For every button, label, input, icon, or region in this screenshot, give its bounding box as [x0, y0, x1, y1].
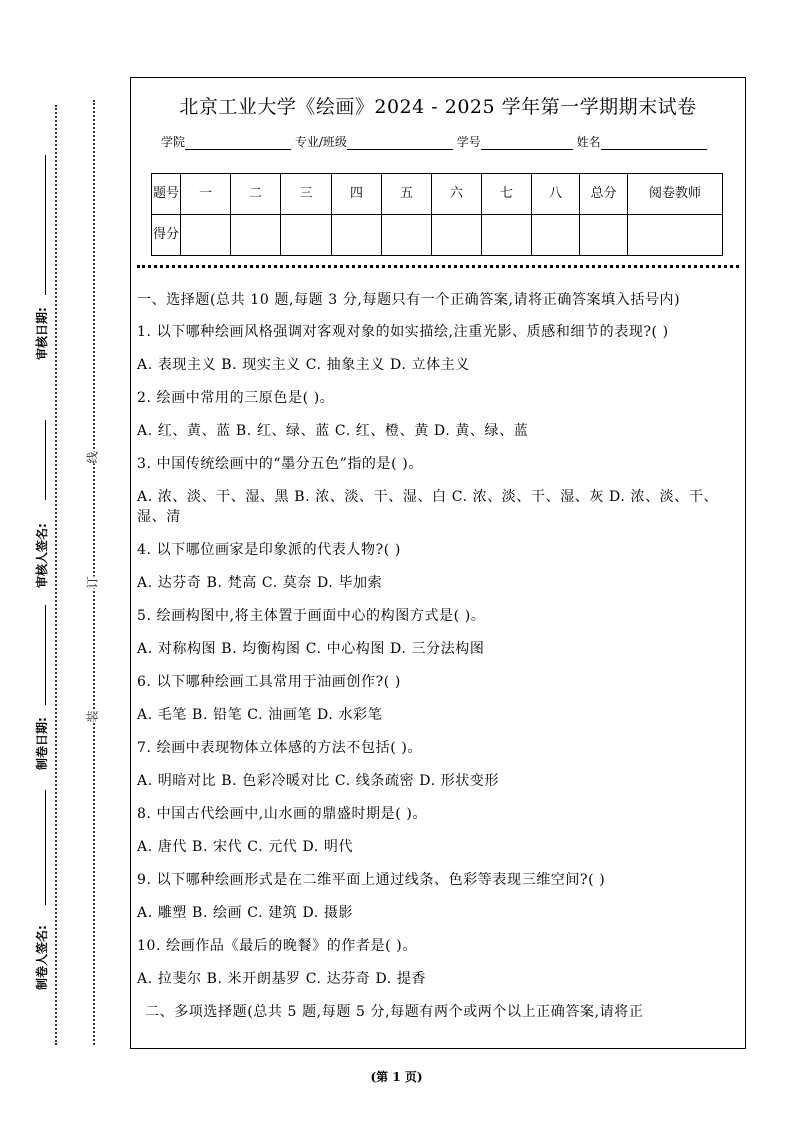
col-header: 八 — [532, 174, 580, 215]
score-cell[interactable] — [532, 215, 580, 256]
binding-dotted-line-outer — [55, 105, 57, 1045]
section2-heading: 二、多项选择题(总共 5 题,每题 5 分,每题有两个或两个以上正确答案,请将正 — [145, 1004, 644, 1020]
dotted-separator — [137, 265, 739, 272]
question-text: 1. 以下哪种绘画风格强调对客观对象的如实描绘,注重光影、质感和细节的表现?( ) — [137, 324, 669, 340]
score-cell[interactable] — [231, 215, 281, 256]
maker-sign-underline — [45, 790, 46, 905]
exam-title: 北京工业大学《绘画》2024 - 2025 学年第一学期期末试卷 — [179, 96, 697, 118]
question-text: 7. 绘画中表现物体立体感的方法不包括( )。 — [137, 740, 422, 756]
score-cell[interactable] — [432, 215, 482, 256]
binding-mark-ding: 订 — [82, 576, 103, 588]
answer-options: A. 雕塑 B. 绘画 C. 建筑 D. 摄影 — [137, 905, 354, 921]
name-field[interactable] — [601, 137, 707, 150]
college-label: 学院 — [161, 135, 186, 149]
score-cell-total[interactable] — [580, 215, 628, 256]
answer-options: A. 浓、淡、干、湿、黑 B. 浓、淡、干、湿、白 C. 浓、淡、干、湿、灰 D. 浓、淡、干、湿、清 — [137, 489, 719, 525]
binding-mark-zhuang: 装 — [82, 710, 103, 722]
major-label: 专业/班级 — [294, 135, 347, 149]
question-text: 9. 以下哪种绘画形式是在二维平面上通过线条、色彩等表现三维空间?( ) — [137, 872, 606, 888]
score-table — [151, 173, 723, 256]
score-cell[interactable] — [332, 215, 382, 256]
major-field[interactable] — [347, 137, 453, 150]
question-text: 6. 以下哪种绘画工具常用于油画创作?( ) — [137, 674, 401, 690]
student-id-label: 学号 — [456, 135, 481, 149]
page-footer: (第 1 页) — [370, 1070, 423, 1084]
reviewer-sign-underline — [45, 420, 46, 500]
college-field[interactable] — [185, 137, 291, 150]
answer-options: A. 拉斐尔 B. 米开朗基罗 C. 达芬奇 D. 提香 — [137, 971, 427, 987]
maker-sign-label: 制卷人签名: — [35, 925, 49, 990]
answer-options: A. 唐代 B. 宋代 C. 元代 D. 明代 — [137, 839, 354, 855]
reviewer-sign-label: 审核人签名: — [35, 523, 49, 588]
make-date-label: 制卷日期: — [35, 717, 49, 770]
question-text: 5. 绘画构图中,将主体置于画面中心的构图方式是( )。 — [137, 608, 486, 624]
col-header: 五 — [382, 174, 432, 215]
question-text: 10. 绘画作品《最后的晚餐》的作者是( )。 — [137, 938, 417, 954]
question-text: 4. 以下哪位画家是印象派的代表人物?( ) — [137, 542, 401, 558]
col-header: 三 — [281, 174, 332, 215]
question-text: 2. 绘画中常用的三原色是( )。 — [137, 390, 335, 406]
score-cell[interactable] — [281, 215, 332, 256]
make-date-underline — [45, 605, 46, 705]
col-header: 七 — [482, 174, 532, 215]
review-date-label: 审核日期: — [35, 307, 49, 360]
binding-mark-line: 线 — [82, 451, 103, 463]
answer-options: A. 表现主义 B. 现实主义 C. 抽象主义 D. 立体主义 — [137, 357, 470, 373]
score-cell[interactable] — [382, 215, 432, 256]
col-header: 二 — [231, 174, 281, 215]
score-table-score-row — [152, 215, 723, 256]
student-info-row — [161, 133, 707, 150]
question-text: 8. 中国古代绘画中,山水画的鼎盛时期是( )。 — [137, 806, 428, 822]
score-table-header-row — [152, 174, 723, 215]
row-header-score: 得分 — [152, 215, 181, 256]
answer-options: A. 对称构图 B. 均衡构图 C. 中心构图 D. 三分法构图 — [137, 641, 485, 657]
answer-options: A. 毛笔 B. 铅笔 C. 油画笔 D. 水彩笔 — [137, 707, 383, 723]
exam-body — [137, 290, 741, 1022]
answer-options: A. 红、黄、蓝 B. 红、绿、蓝 C. 红、橙、黄 D. 黄、绿、蓝 — [137, 423, 529, 439]
name-label: 姓名 — [576, 135, 601, 149]
score-cell[interactable] — [181, 215, 231, 256]
answer-options: A. 达芬奇 B. 梵高 C. 莫奈 D. 毕加索 — [137, 575, 383, 591]
answer-options: A. 明暗对比 B. 色彩冷暖对比 C. 线条疏密 D. 形状变形 — [137, 773, 500, 789]
col-header: 一 — [181, 174, 231, 215]
row-header-question-no: 题号 — [152, 174, 181, 215]
col-header: 四 — [332, 174, 382, 215]
score-cell[interactable] — [482, 215, 532, 256]
col-header: 六 — [432, 174, 482, 215]
section1-heading: 一、选择题(总共 10 题,每题 3 分,每题只有一个正确答案,请将正确答案填入括号内) — [137, 292, 681, 308]
review-date-underline — [45, 155, 46, 295]
col-header-total: 总分 — [580, 174, 628, 215]
question-text: 3. 中国传统绘画中的“墨分五色”指的是( )。 — [137, 456, 423, 472]
score-cell-grader[interactable] — [628, 215, 723, 256]
col-header-grader: 阅卷教师 — [628, 174, 723, 215]
binding-dotted-line-inner — [93, 100, 95, 1045]
exam-page-frame — [130, 77, 746, 1049]
student-id-field[interactable] — [481, 137, 573, 150]
